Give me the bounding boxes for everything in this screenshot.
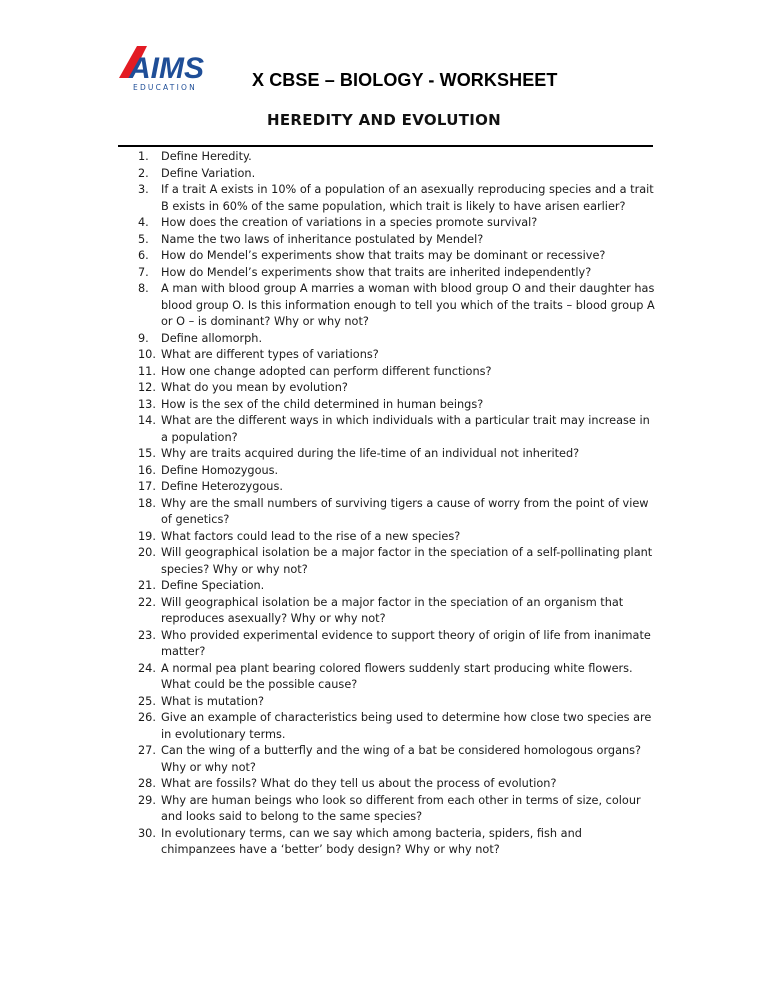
question-text: How is the sex of the child determined in human beings?: [161, 397, 484, 411]
question-text: What do you mean by evolution?: [161, 381, 348, 394]
question-number: 22.: [138, 595, 156, 609]
question-item: [0, 710, 768, 743]
question-item: [0, 496, 768, 529]
question-number: 30.: [138, 826, 156, 840]
question-number: 6.: [138, 249, 149, 262]
question-item: [0, 166, 768, 183]
question-number: 8.: [138, 282, 149, 295]
question-item: [0, 776, 768, 793]
question-item: [0, 265, 768, 282]
question-text: What are the different ways in which individuals with a particular trait may increase in a population?: [161, 414, 650, 444]
question-number: 24.: [138, 661, 156, 675]
question-item: [0, 347, 768, 364]
logo-sub-text: EDUCATION: [133, 83, 197, 92]
question-number: 14.: [138, 414, 156, 427]
question-number: 16.: [138, 463, 156, 477]
question-number: 17.: [138, 480, 156, 493]
question-number: 21.: [138, 579, 156, 592]
question-text: Give an example of characteristics being used to determine how close two species are in evolutionary terms.: [161, 711, 652, 741]
question-item: [0, 793, 768, 826]
question-text: How do Mendel’s experiments show that traits are inherited independently?: [161, 265, 592, 279]
question-number: 29.: [138, 793, 156, 807]
question-text: Will geographical isolation be a major factor in the speciation of a self-pollinating plant species? Why or why not?: [161, 546, 653, 576]
question-number: 23.: [138, 628, 156, 642]
question-item: [0, 380, 768, 397]
page-subtitle: HEREDITY AND EVOLUTION: [266, 111, 502, 129]
question-list: [0, 149, 768, 859]
question-number: 19.: [138, 529, 156, 543]
question-number: 27.: [138, 744, 156, 757]
question-item: [0, 463, 768, 480]
question-item: [0, 743, 768, 776]
question-item: [0, 215, 768, 232]
question-item: [0, 248, 768, 265]
question-text: What factors could lead to the rise of a new species?: [161, 529, 461, 543]
question-item: [0, 413, 768, 446]
question-number: 4.: [138, 216, 149, 229]
question-number: 28.: [138, 777, 156, 790]
question-item: [0, 578, 768, 595]
question-number: 11.: [138, 364, 156, 378]
question-text: Why are traits acquired during the life-time of an individual not inherited?: [161, 447, 580, 460]
question-number: 3.: [138, 183, 149, 196]
logo-brand-text: AIMS: [129, 52, 204, 85]
question-number: 1.: [138, 150, 149, 163]
question-text: Why are human beings who look so different from each other in terms of size, colour and looks said to belong to the same species?: [161, 793, 641, 823]
question-text: Define Variation.: [161, 166, 256, 180]
question-text: Define Heredity.: [161, 150, 252, 163]
question-number: 2.: [138, 166, 149, 180]
question-item: [0, 545, 768, 578]
question-number: 15.: [138, 447, 156, 460]
question-item: [0, 628, 768, 661]
question-item: [0, 826, 768, 859]
question-number: 20.: [138, 546, 156, 559]
question-text: What is mutation?: [161, 694, 265, 708]
question-text: A man with blood group A marries a woman with blood group O and their daughter has blood group O. Is this information enough to tell you which of the traits – blood group A or O – is dominant? Why or why not?: [161, 282, 655, 328]
question-item: [0, 232, 768, 249]
question-number: 13.: [138, 397, 156, 411]
question-item: [0, 446, 768, 463]
question-text: Define allomorph.: [161, 331, 263, 345]
question-text: Can the wing of a butterfly and the wing of a bat be considered homologous organs? Why or why not?: [161, 744, 642, 774]
question-text: A normal pea plant bearing colored flowers suddenly start producing white flowers. What could be the possible cause?: [161, 661, 633, 691]
question-number: 7.: [138, 265, 149, 279]
question-number: 18.: [138, 496, 156, 510]
question-item: [0, 364, 768, 381]
question-number: 25.: [138, 694, 156, 708]
question-item: [0, 331, 768, 348]
question-number: 12.: [138, 381, 156, 394]
aims-logo: [117, 40, 217, 92]
question-text: If a trait A exists in 10% of a population of an asexually reproducing species and a trait B exists in 60% of the same population, which trait is likely to have arisen earlier?: [161, 183, 654, 213]
question-text: Define Heterozygous.: [161, 480, 283, 493]
question-text: How one change adopted can perform different functions?: [161, 364, 492, 378]
question-number: 26.: [138, 711, 156, 724]
question-item: [0, 397, 768, 414]
question-text: How do Mendel’s experiments show that traits may be dominant or recessive?: [161, 249, 606, 262]
question-text: Define Homozygous.: [161, 463, 279, 477]
question-item: [0, 529, 768, 546]
question-item: [0, 694, 768, 711]
question-item: [0, 149, 768, 166]
question-text: Name the two laws of inheritance postulated by Mendel?: [161, 232, 484, 246]
header-divider: [118, 145, 653, 147]
question-text: Why are the small numbers of surviving tigers a cause of worry from the point of view of genetics?: [161, 496, 649, 526]
question-text: Will geographical isolation be a major factor in the speciation of an organism that reproduces asexually? Why or why not?: [161, 595, 624, 625]
question-text: What are different types of variations?: [161, 348, 379, 361]
question-text: Who provided experimental evidence to support theory of origin of life from inanimate matter?: [161, 628, 651, 658]
question-number: 9.: [138, 331, 149, 345]
question-text: How does the creation of variations in a species promote survival?: [161, 216, 538, 229]
page-title: X CBSE – BIOLOGY - WORKSHEET: [252, 70, 558, 90]
question-item: [0, 281, 768, 331]
question-number: 5.: [138, 232, 149, 246]
question-text: What are fossils? What do they tell us about the process of evolution?: [161, 777, 557, 790]
question-text: Define Speciation.: [161, 579, 265, 592]
question-item: [0, 182, 768, 215]
question-item: [0, 595, 768, 628]
question-item: [0, 661, 768, 694]
question-number: 10.: [138, 348, 156, 361]
question-text: In evolutionary terms, can we say which among bacteria, spiders, fish and chimpanzees have a ‘better’ body design? Why or why not?: [161, 826, 582, 856]
question-item: [0, 479, 768, 496]
